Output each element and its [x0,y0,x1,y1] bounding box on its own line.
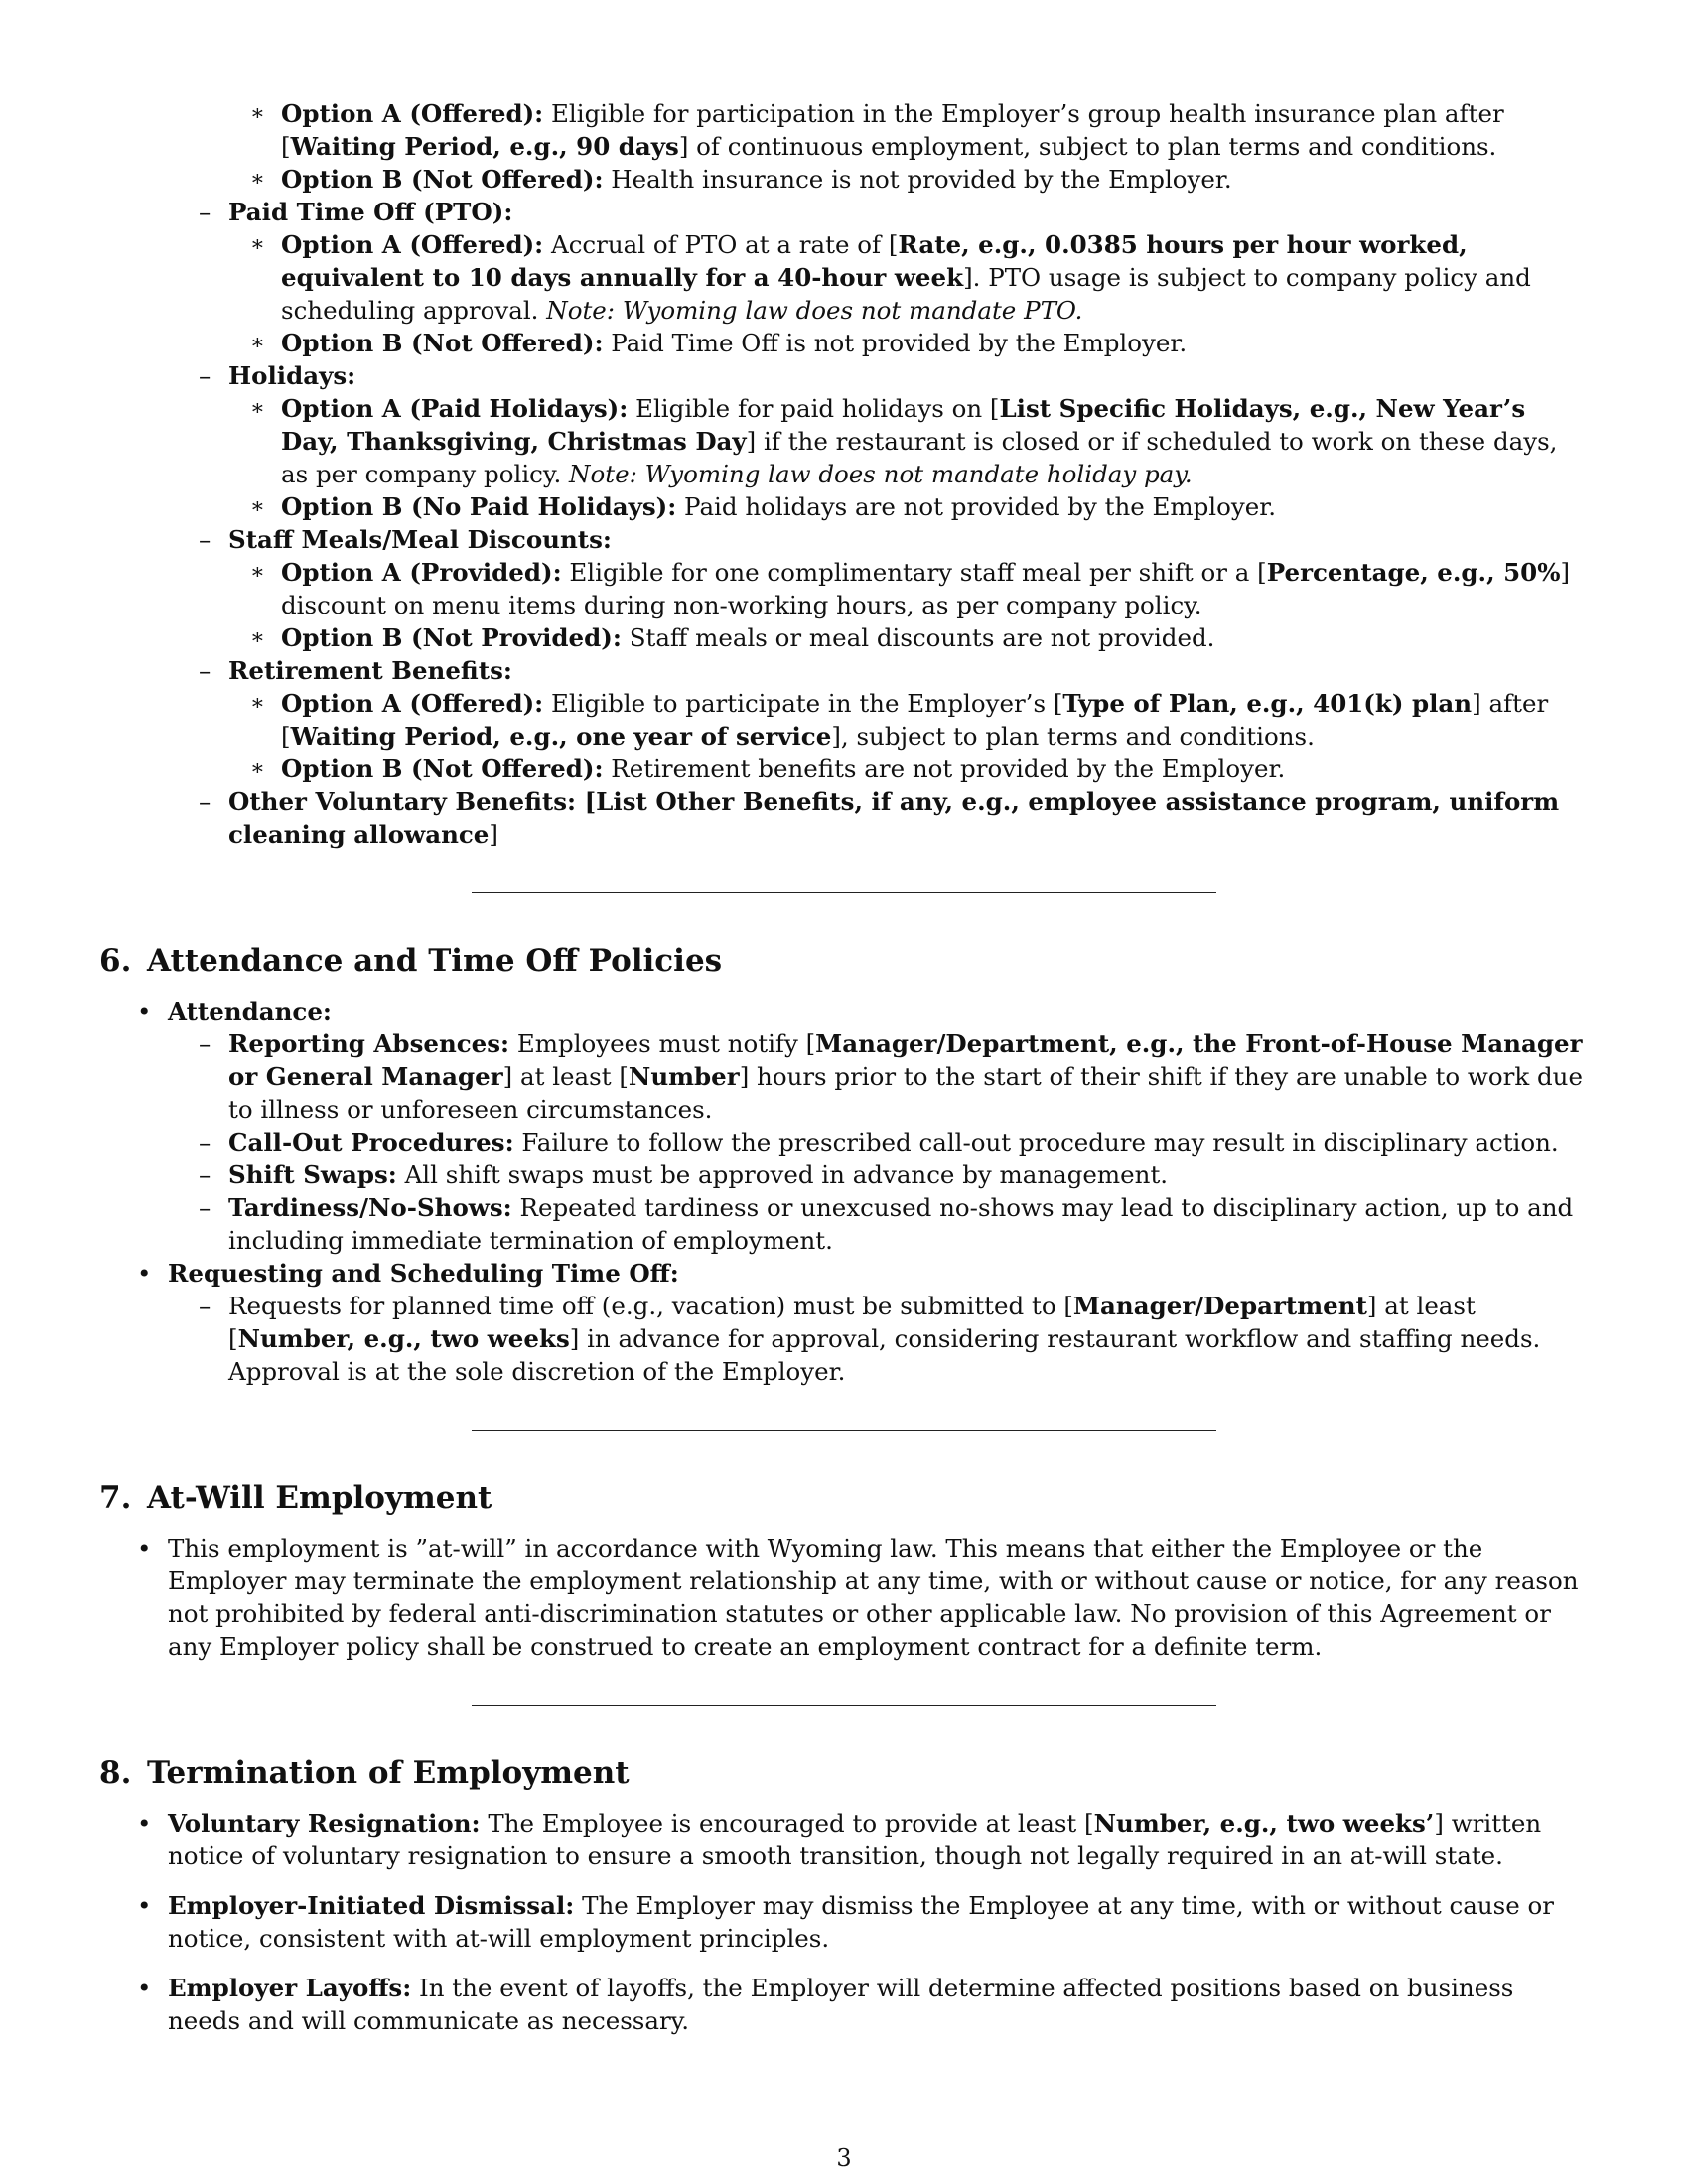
bold-text: Call-Out Procedures: [228,1128,514,1157]
list-item [99,523,1589,556]
body-text: ] if the restaurant is closed or if scheduled to work on these days, as per company policy. [281,427,1558,488]
list-item [99,392,1589,490]
section-6-number: 6. [99,943,132,979]
list-item [99,163,1589,196]
bold-text: Paid Time Off (PTO): [228,198,513,226]
bold-text: Employer Layoffs: [168,1974,412,2002]
section-6-heading [99,941,1589,981]
body-text: Employees must notify [ [509,1029,816,1058]
body-text: ] in advance for approval, considering restaurant workflow and staffing needs. Approval is at the sole discretion of the Employer. [228,1324,1541,1386]
body-text: This employment is ”at-will” in accordance with Wyoming law. This means that either the Employee or the Employer may terminate the employment relationship at any time, with or without cause or notice, for any reason not prohibited by federal anti-discrimination statutes or other applicable law. No provision of this Agreement or any Employer policy shall be construed to create an employment contract for a definite term. [168,1534,1579,1661]
bold-text: Type of Plan, e.g., 401(k) plan [1062,689,1473,718]
list-item [99,785,1589,851]
list-item [99,1191,1589,1257]
list-item [99,1257,1589,1290]
bold-text: Reporting Absences: [228,1029,510,1058]
bullet-marker: ∗ [250,560,265,585]
body-text: ] discount on menu items during non-working hours, as per company policy. [281,558,1571,619]
bold-text: List Specific Holidays, e.g., New Year’s Day, Thanksgiving, Christmas Day [281,394,1526,456]
section-divider [472,892,1216,893]
bullet-marker: – [199,787,211,816]
bullet-marker: – [199,1029,211,1058]
bold-text: Option B (No Paid Holidays): [281,492,677,521]
bold-text: Attendance: [168,997,332,1025]
section-8-number: 8. [99,1755,132,1791]
body-text: Health insurance is not provided by the Employer. [603,165,1232,194]
list-item [99,621,1589,654]
list-item [99,228,1589,327]
bold-text: Rate, e.g., 0.0385 hours per hour worked, equivalent to 10 days annually for a 40-hour week [281,230,1468,292]
bullet-marker: • [137,1534,152,1563]
list-item [99,995,1589,1027]
bold-text: Number, e.g., two weeks [237,1324,570,1353]
bullet-marker: – [199,1292,211,1320]
bullet-marker: ∗ [250,494,265,519]
bullet-marker: – [199,525,211,554]
bold-text: Percentage, e.g., 50% [1266,558,1561,587]
bullet-marker: ∗ [250,691,265,716]
body-text: Eligible for one complimentary staff meal per shift or a [ [561,558,1267,587]
section-8-list [99,1807,1589,2037]
bullet-marker: – [199,361,211,390]
bullet-marker: • [137,997,152,1025]
bullet-marker: – [199,1193,211,1222]
list-item [99,1126,1589,1159]
list-item [99,556,1589,621]
bullet-marker: • [137,1974,152,2002]
bold-text: Other Voluntary Benefits: [List Other Benefits, if any, e.g., employee assistance program, uniform cleaning allowance [228,787,1560,849]
body-text: Accrual of PTO at a rate of [ [543,230,899,259]
bold-text: Waiting Period, e.g., one year of service [290,722,832,751]
body-text: Repeated tardiness or unexcused no-shows may lead to disciplinary action, up to and including immediate termination of employment. [228,1193,1574,1255]
bold-text: Option A (Offered): [281,689,544,718]
section-7-list [99,1532,1589,1663]
body-text: Failure to follow the prescribed call-out procedure may result in disciplinary action. [513,1128,1559,1157]
body-text: ] [489,820,498,849]
bullet-marker: • [137,1259,152,1288]
bold-text: Option A (Paid Holidays): [281,394,629,423]
list-item [99,687,1589,752]
list-item [99,97,1589,163]
bold-text: Employer-Initiated Dismissal: [168,1891,575,1920]
list-item [99,1290,1589,1388]
bold-text: Option B (Not Offered): [281,329,604,357]
section-7-number: 7. [99,1480,132,1516]
list-item [99,1972,1589,2037]
body-text: All shift swaps must be approved in advance by management. [396,1160,1169,1189]
bold-text: Tardiness/No-Shows: [228,1193,512,1222]
list-item [99,1889,1589,1955]
bold-text: Option A (Offered): [281,99,544,128]
bullet-marker: ∗ [250,756,265,781]
bullet-marker: ∗ [250,167,265,192]
bold-text: Shift Swaps: [228,1160,397,1189]
body-text: Requests for planned time off (e.g., vacation) must be submitted to [ [228,1292,1073,1320]
page-number: 3 [836,2144,852,2172]
body-text: ] at least [ [502,1062,629,1091]
benefits-list-continued [99,97,1589,851]
body-text: The Employee is encouraged to provide at least [ [480,1809,1094,1838]
bold-text: Option B (Not Offered): [281,754,604,783]
bullet-marker: – [199,656,211,685]
bullet-marker: – [199,1160,211,1189]
section-6-list [99,995,1589,1388]
body-text: Eligible to participate in the Employer’s [ [543,689,1063,718]
italic-note: Note: Wyoming law does not mandate holiday pay. [569,460,1193,488]
body-text: ] of continuous employment, subject to plan terms and conditions. [678,132,1497,161]
bold-text: Number [628,1062,740,1091]
body-text: Retirement benefits are not provided by the Employer. [603,754,1286,783]
bullet-marker: • [137,1891,152,1920]
section-divider [472,1430,1216,1431]
bold-text: Option A (Provided): [281,558,562,587]
bullet-marker: ∗ [250,396,265,421]
body-text: Eligible for participation in the Employer’s group health insurance plan after [ [281,99,1504,161]
list-item [99,1532,1589,1663]
bold-text: Option B (Not Offered): [281,165,604,194]
list-item [99,654,1589,687]
list-item [99,490,1589,523]
list-item [99,752,1589,785]
italic-note: Note: Wyoming law does not mandate PTO. [546,296,1083,325]
bold-text: Waiting Period, e.g., 90 days [290,132,679,161]
section-6-title: Attendance and Time Off Policies [147,943,723,979]
bold-text: Staff Meals/Meal Discounts: [228,525,612,554]
bold-text: Requesting and Scheduling Time Off: [168,1259,679,1288]
bold-text: Voluntary Resignation: [168,1809,481,1838]
section-7-heading [99,1478,1589,1518]
body-text: ] at least [ [228,1292,1476,1353]
bullet-marker: – [199,1128,211,1157]
bold-text: Option B (Not Provided): [281,623,622,652]
bold-text: Retirement Benefits: [228,656,512,685]
list-item [99,1159,1589,1191]
body-text: The Employer may dismiss the Employee at any time, with or without cause or notice, consistent with at-will employment principles. [168,1891,1554,1953]
bold-text: Option A (Offered): [281,230,544,259]
section-8-heading [99,1753,1589,1793]
bullet-marker: – [199,198,211,226]
bullet-marker: ∗ [250,101,265,126]
section-7-title: At-Will Employment [147,1480,492,1516]
body-text: ], subject to plan terms and conditions. [831,722,1315,751]
list-item [99,196,1589,228]
bullet-marker: ∗ [250,232,265,257]
body-text: ] hours prior to the start of their shift if they are unable to work due to illness or unforeseen circumstances. [228,1062,1583,1124]
body-text: Paid Time Off is not provided by the Employer. [603,329,1188,357]
body-text: Eligible for paid holidays on [ [628,394,1000,423]
bold-text: Manager/Department, e.g., the Front-of-House Manager or General Manager [228,1029,1583,1091]
body-text: Paid holidays are not provided by the Employer. [676,492,1277,521]
body-text: In the event of layoffs, the Employer will determine affected positions based on business needs and will communicate as necessary. [168,1974,1514,2035]
bullet-marker: ∗ [250,625,265,650]
document-content [99,97,1589,2037]
body-text: ]. PTO usage is subject to company policy and scheduling approval. [281,263,1531,325]
bold-text: Manager/Department [1072,1292,1367,1320]
bullet-marker: • [137,1809,152,1838]
body-text: Staff meals or meal discounts are not provided. [621,623,1215,652]
section-8-title: Termination of Employment [147,1755,630,1791]
list-item [99,327,1589,359]
list-item [99,359,1589,392]
bullet-marker: ∗ [250,331,265,355]
list-item [99,1807,1589,1872]
bold-text: Holidays: [228,361,356,390]
bold-text: Number, e.g., two weeks’ [1093,1809,1435,1838]
section-divider [472,1705,1216,1706]
list-item [99,1027,1589,1126]
body-text: ] after [ [281,689,1549,751]
body-text: ] written notice of voluntary resignation to ensure a smooth transition, though not legally required in an at-will state. [168,1809,1542,1870]
